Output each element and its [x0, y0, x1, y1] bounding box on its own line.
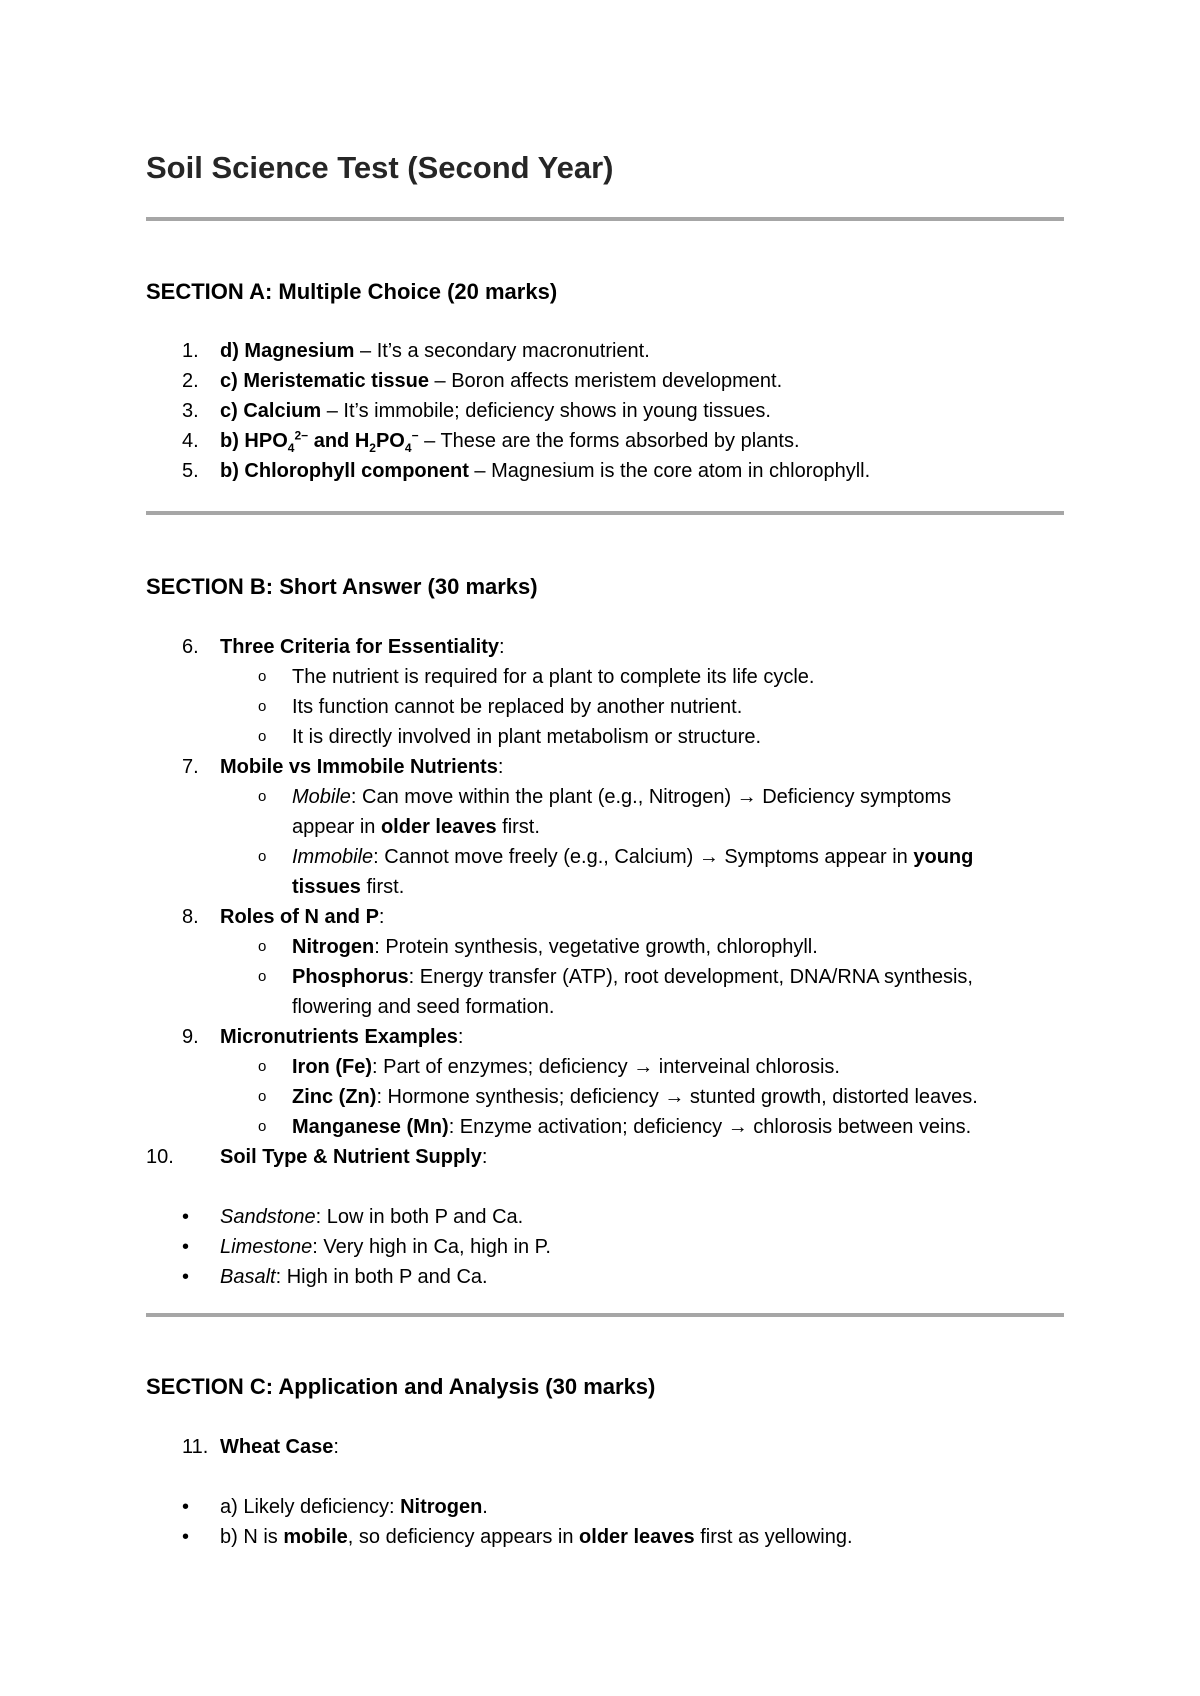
bullet-item: • b) N is mobile, so deficiency appears in older leaves first as yellowing.: [182, 1526, 853, 1548]
list-item: 2. c) Meristematic tissue – Boron affects meristem development.: [182, 370, 783, 392]
bullet-item: • Basalt: High in both P and Ca.: [182, 1266, 488, 1288]
list-item: 10. Soil Type & Nutrient Supply:: [146, 1146, 488, 1168]
bullet-item: • a) Likely deficiency: Nitrogen.: [182, 1496, 488, 1518]
horizontal-rule: [146, 511, 1064, 515]
bullet-item: • Limestone: Very high in Ca, high in P.: [182, 1236, 551, 1258]
page-title: Soil Science Test (Second Year): [146, 150, 614, 185]
horizontal-rule: [146, 217, 1064, 221]
sub-list-item-continuation: flowering and seed formation.: [292, 996, 555, 1018]
sub-list-item-continuation: tissues first.: [292, 876, 405, 898]
section-b-heading: SECTION B: Short Answer (30 marks): [146, 574, 538, 599]
list-item: 7. Mobile vs Immobile Nutrients:: [182, 756, 504, 778]
list-item: 4. b) $HPO_4^{2-}$ and $H_2PO_4^-$ – These are the forms absorbed by plants.: [182, 428, 800, 455]
sub-list-item: o Its function cannot be replaced by another nutrient.: [258, 696, 743, 718]
sub-list-item: o Nitrogen: Protein synthesis, vegetative growth, chlorophyll.: [258, 936, 818, 958]
list-item: 3. c) Calcium – It’s immobile; deficiency shows in young tissues.: [182, 400, 771, 422]
list-item: 5. b) Chlorophyll component – Magnesium is the core atom in chlorophyll.: [182, 460, 871, 482]
section-a-list: [146, 336, 1076, 486]
list-item: 8. Roles of N and P:: [182, 906, 385, 928]
list-item: 1. d) Magnesium – It’s a secondary macronutrient.: [182, 340, 650, 362]
sub-list-item: o Immobile: Cannot move freely (e.g., Calcium) → Symptoms appear in young: [258, 846, 974, 868]
section-a-heading: SECTION A: Multiple Choice (20 marks): [146, 279, 558, 304]
section-c-heading: SECTION C: Application and Analysis (30 marks): [146, 1374, 656, 1399]
section-c-list: [146, 1432, 1076, 1552]
sub-list-item: o Zinc (Zn): Hormone synthesis; deficiency → stunted growth, distorted leaves.: [258, 1086, 978, 1108]
sub-list-item: o Mobile: Can move within the plant (e.g., Nitrogen) → Deficiency symptoms: [258, 786, 952, 808]
sub-list-item: o Phosphorus: Energy transfer (ATP), root development, DNA/RNA synthesis,: [258, 966, 973, 988]
sub-list-item-continuation: appear in older leaves first.: [292, 816, 540, 838]
sub-list-item: o Manganese (Mn): Enzyme activation; deficiency → chlorosis between veins.: [258, 1116, 972, 1138]
horizontal-rule: [146, 1313, 1064, 1317]
sub-list-item: o It is directly involved in plant metabolism or structure.: [258, 726, 762, 748]
section-b-list: [146, 632, 1076, 1292]
list-item: 6. Three Criteria for Essentiality:: [182, 636, 505, 658]
list-item: 9. Micronutrients Examples:: [182, 1026, 464, 1048]
list-item: 11. Wheat Case:: [182, 1436, 339, 1458]
sub-list-item: o Iron (Fe): Part of enzymes; deficiency → interveinal chlorosis.: [258, 1056, 840, 1078]
sub-list-item: o The nutrient is required for a plant to complete its life cycle.: [258, 666, 815, 688]
bullet-item: • Sandstone: Low in both P and Ca.: [182, 1206, 524, 1228]
